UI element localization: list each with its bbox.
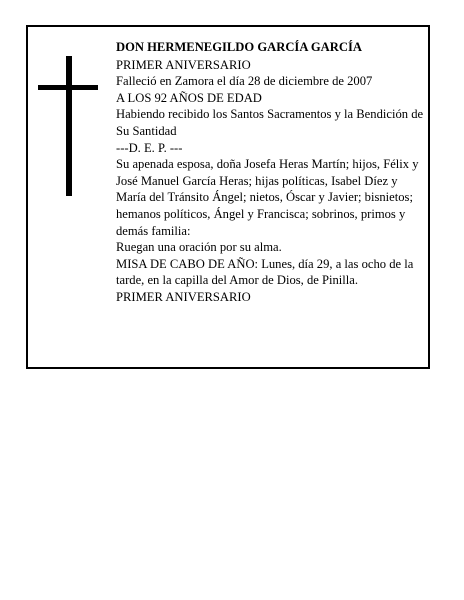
age-at-death: A LOS 92 AÑOS DE EDAD xyxy=(116,90,262,105)
death-details: Falleció en Zamora el día 28 de diciembre de 2007 xyxy=(116,74,373,89)
prayer-request: Ruegan una oración por su alma. xyxy=(116,240,282,255)
deceased-name: DON HERMENEGILDO GARCÍA GARCÍA xyxy=(116,40,362,54)
mass-details: MISA DE CABO DE AÑO: Lunes, día 29, a las ocho de la tarde, en la capilla del Amor de Dios, de Pinilla. xyxy=(116,256,414,288)
anniversary-heading: PRIMER ANIVERSARIO xyxy=(116,57,251,72)
family-list: Su apenada esposa, doña Josefa Heras Martín; hijos, Félix y José Manuel García Heras; hijas políticas, Isabel Díez y María del Tránsito Ángel; nietos, Óscar y Javier; bisnietos; hemanos políticos, Ángel y Francisca; sobrinos, primos y demás familia: xyxy=(116,157,419,238)
obituary-notice xyxy=(26,25,430,369)
sacraments-line: Habiendo recibido los Santos Sacramentos y la Bendición de Su Santidad xyxy=(116,107,424,138)
notice-text xyxy=(116,39,426,306)
cross-vertical-bar xyxy=(66,56,72,196)
anniversary-footer: PRIMER ANIVERSARIO xyxy=(116,289,251,304)
cross-horizontal-bar xyxy=(38,85,98,90)
rest-in-peace: ---D. E. P. --- xyxy=(116,140,183,155)
